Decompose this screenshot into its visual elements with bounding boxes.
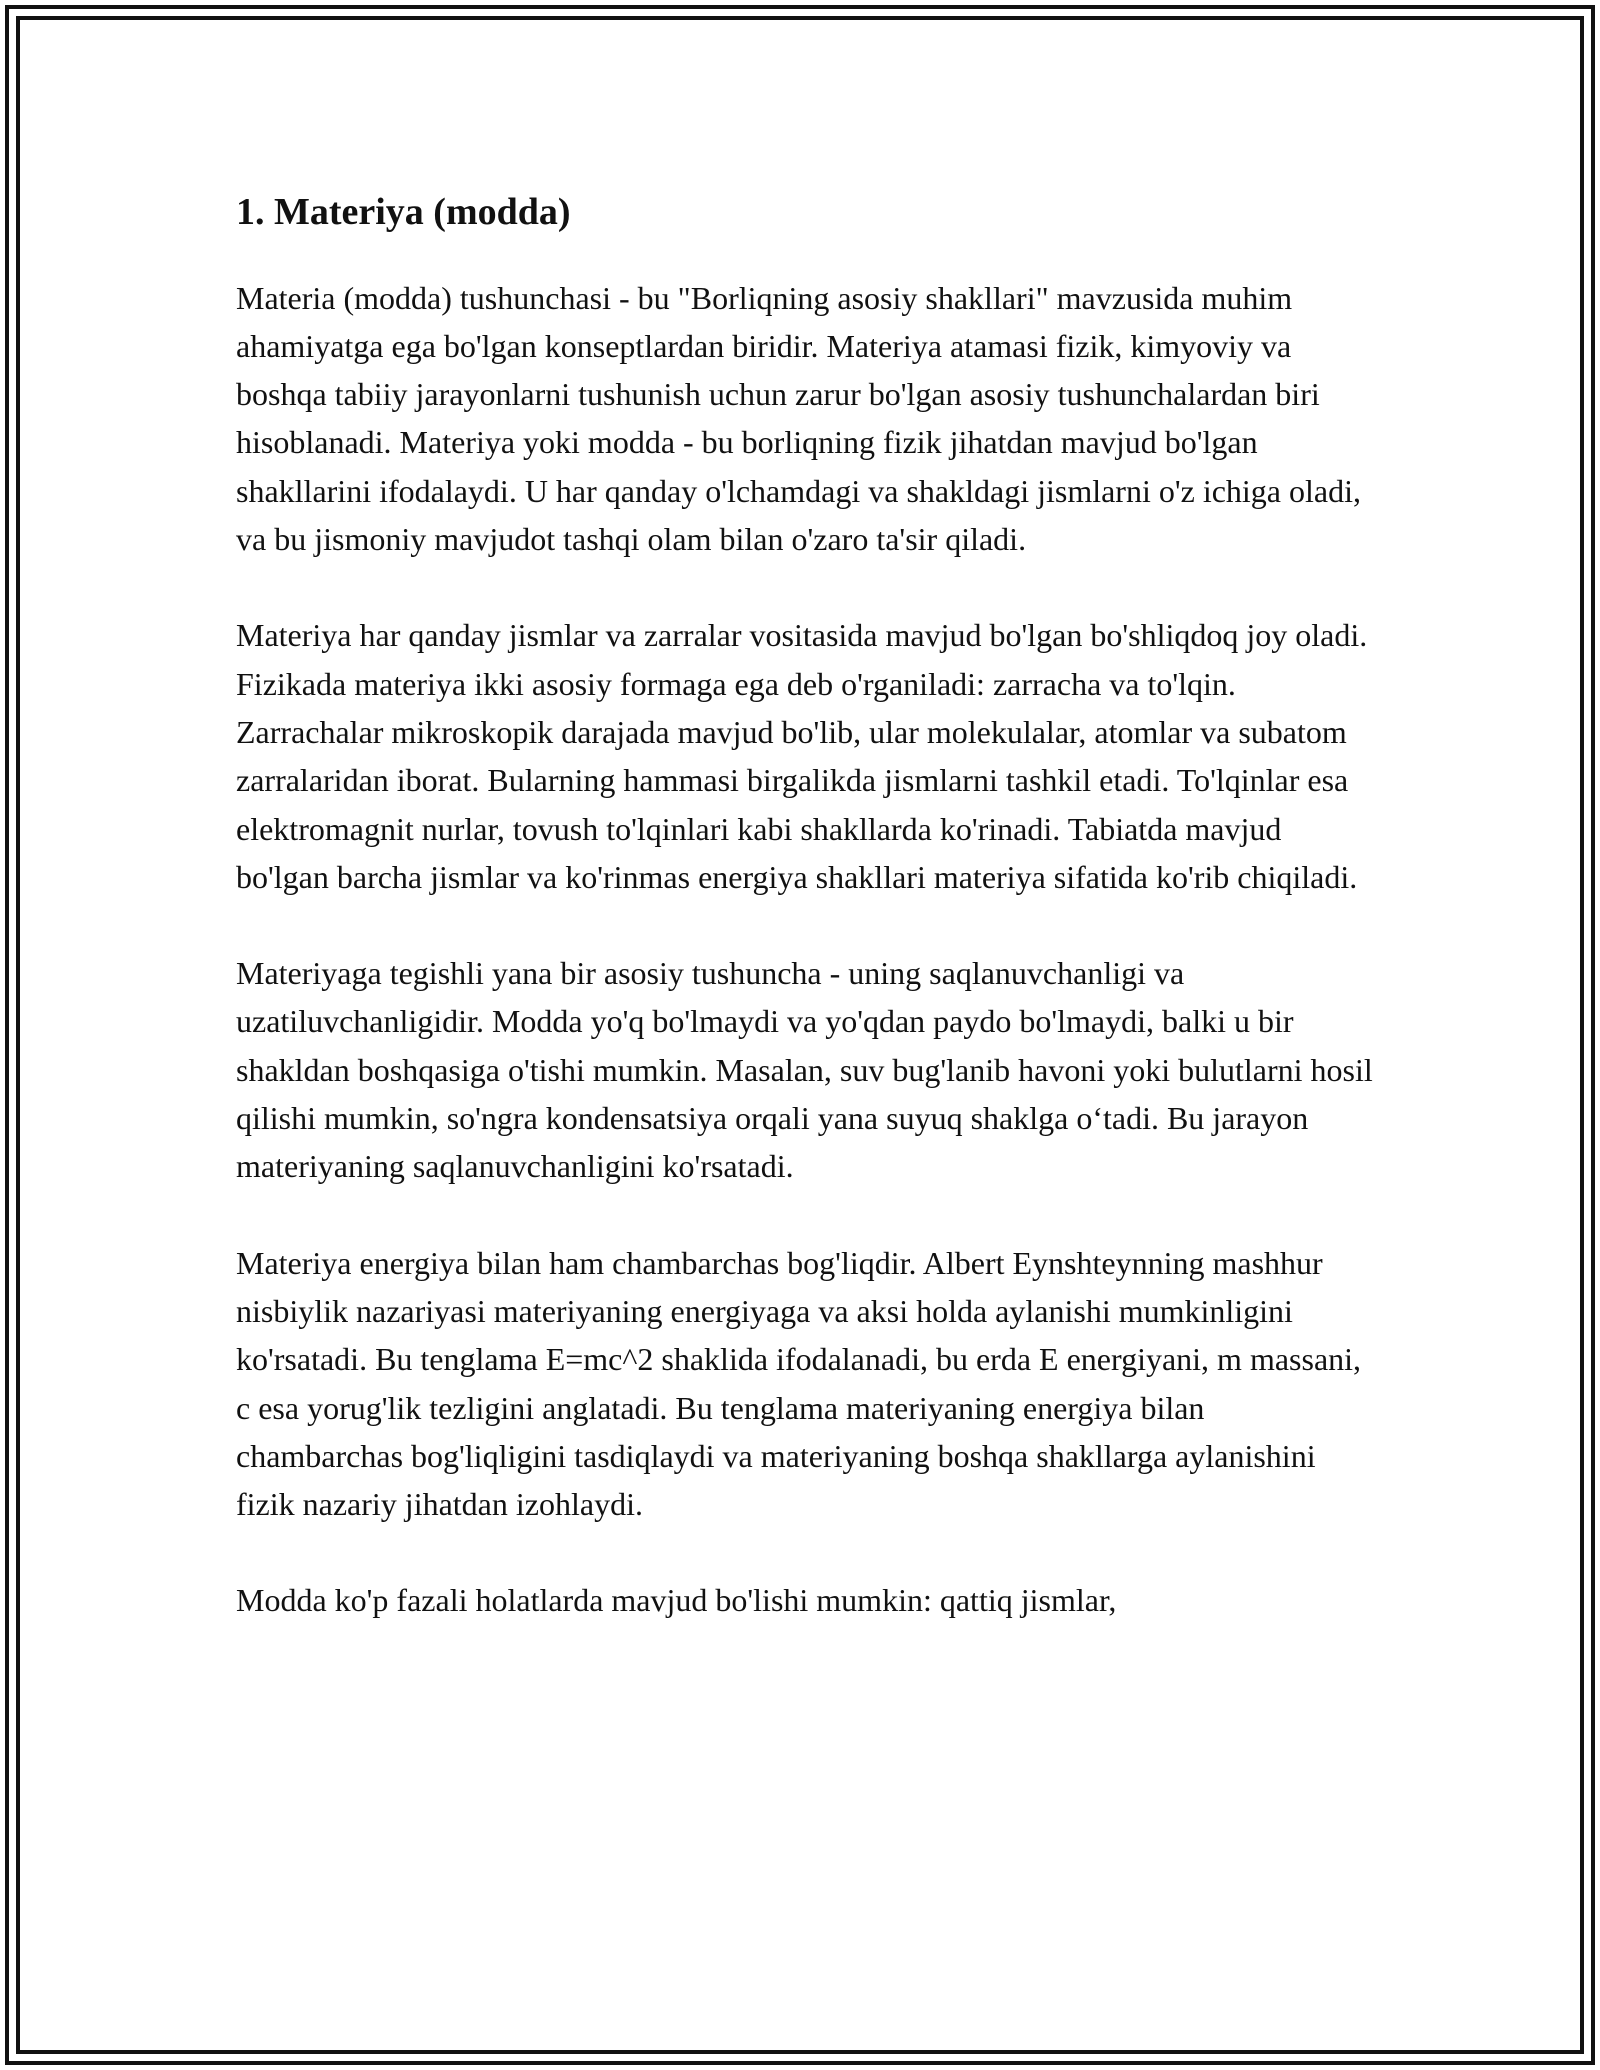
document-body — [236, 180, 1376, 1673]
paragraph-4: Materiya energiya bilan ham chambarchas bog'liqdir. Albert Eynshteynning mashhur nisbiylik nazariyasi materiyaning energiyaga va aksi holda aylanishi mumkinligini ko'rsatadi. Bu tenglama E=mc^2 shaklida ifodalanadi, bu erda E energiyani, m massani, c esa yorug'lik tezligini anglatadi. Bu tenglama materiyaning energiya bilan chambarchas bog'liqligini tasdiqlaydi va materiyaning boshqa shakllarga aylanishini fizik nazariy jihatdan izohlaydi. — [236, 1244, 1362, 1523]
section-heading: 1. Materiya (modda) — [236, 191, 571, 233]
paragraph-1: Materia (modda) tushunchasi - bu "Borliqning asosiy shakllari" mavzusida muhim ahamiyatga ega bo'lgan konseptlardan biridir. Materiya atamasi fizik, kimyoviy va boshqa tabiiy jarayonlarni tushunish uchun zarur bo'lgan asosiy tushunchalardan biri hisoblanadi. Materiya yoki modda - bu borliqning fizik jihatdan mavjud bo'lgan shakllarini ifodalaydi. U har qanday o'lchamdagi va shakldagi jismlarni o'z ichiga oladi, va bu jismoniy mavjudot tashqi olam bilan o'zaro ta'sir qiladi. — [236, 279, 1361, 558]
paragraph-3: Materiyaga tegishli yana bir asosiy tushuncha - uning saqlanuvchanligi va uzatiluvchanligidir. Modda yo'q bo'lmaydi va yo'qdan paydo bo'lmaydi, balki u bir shakldan boshqasiga o'tishi mumkin. Masalan, suv bug'lanib havoni yoki bulutlarni hosil qilishi mumkin, so'ngra kondensatsiya orqali yana suyuq shaklga o‘tadi. Bu jarayon materiyaning saqlanuvchanligini ko'rsatadi. — [236, 955, 1373, 1185]
paragraph-2: Materiya har qanday jismlar va zarralar vositasida mavjud bo'lgan bo'shliqdoq joy oladi. Fizikada materiya ikki asosiy formaga ega deb o'rganiladi: zarracha va to'lqin. Zarrachalar mikroskopik darajada mavjud bo'lib, ular molekulalar, atomlar va subatom zarralaridan iborat. Bularning hammasi birgalikda jismlarni tashkil etadi. To'lqinlar esa elektromagnit nurlar, tovush to'lqinlari kabi shakllarda ko'rinadi. Tabiatda mavjud bo'lgan barcha jismlar va ko'rinmas energiya shakllari materiya sifatida ko'rib chiqiladi. — [236, 617, 1368, 895]
paragraph-5: Modda ko'p fazali holatlarda mavjud bo'lishi mumkin: qattiq jismlar, — [236, 1582, 1117, 1619]
